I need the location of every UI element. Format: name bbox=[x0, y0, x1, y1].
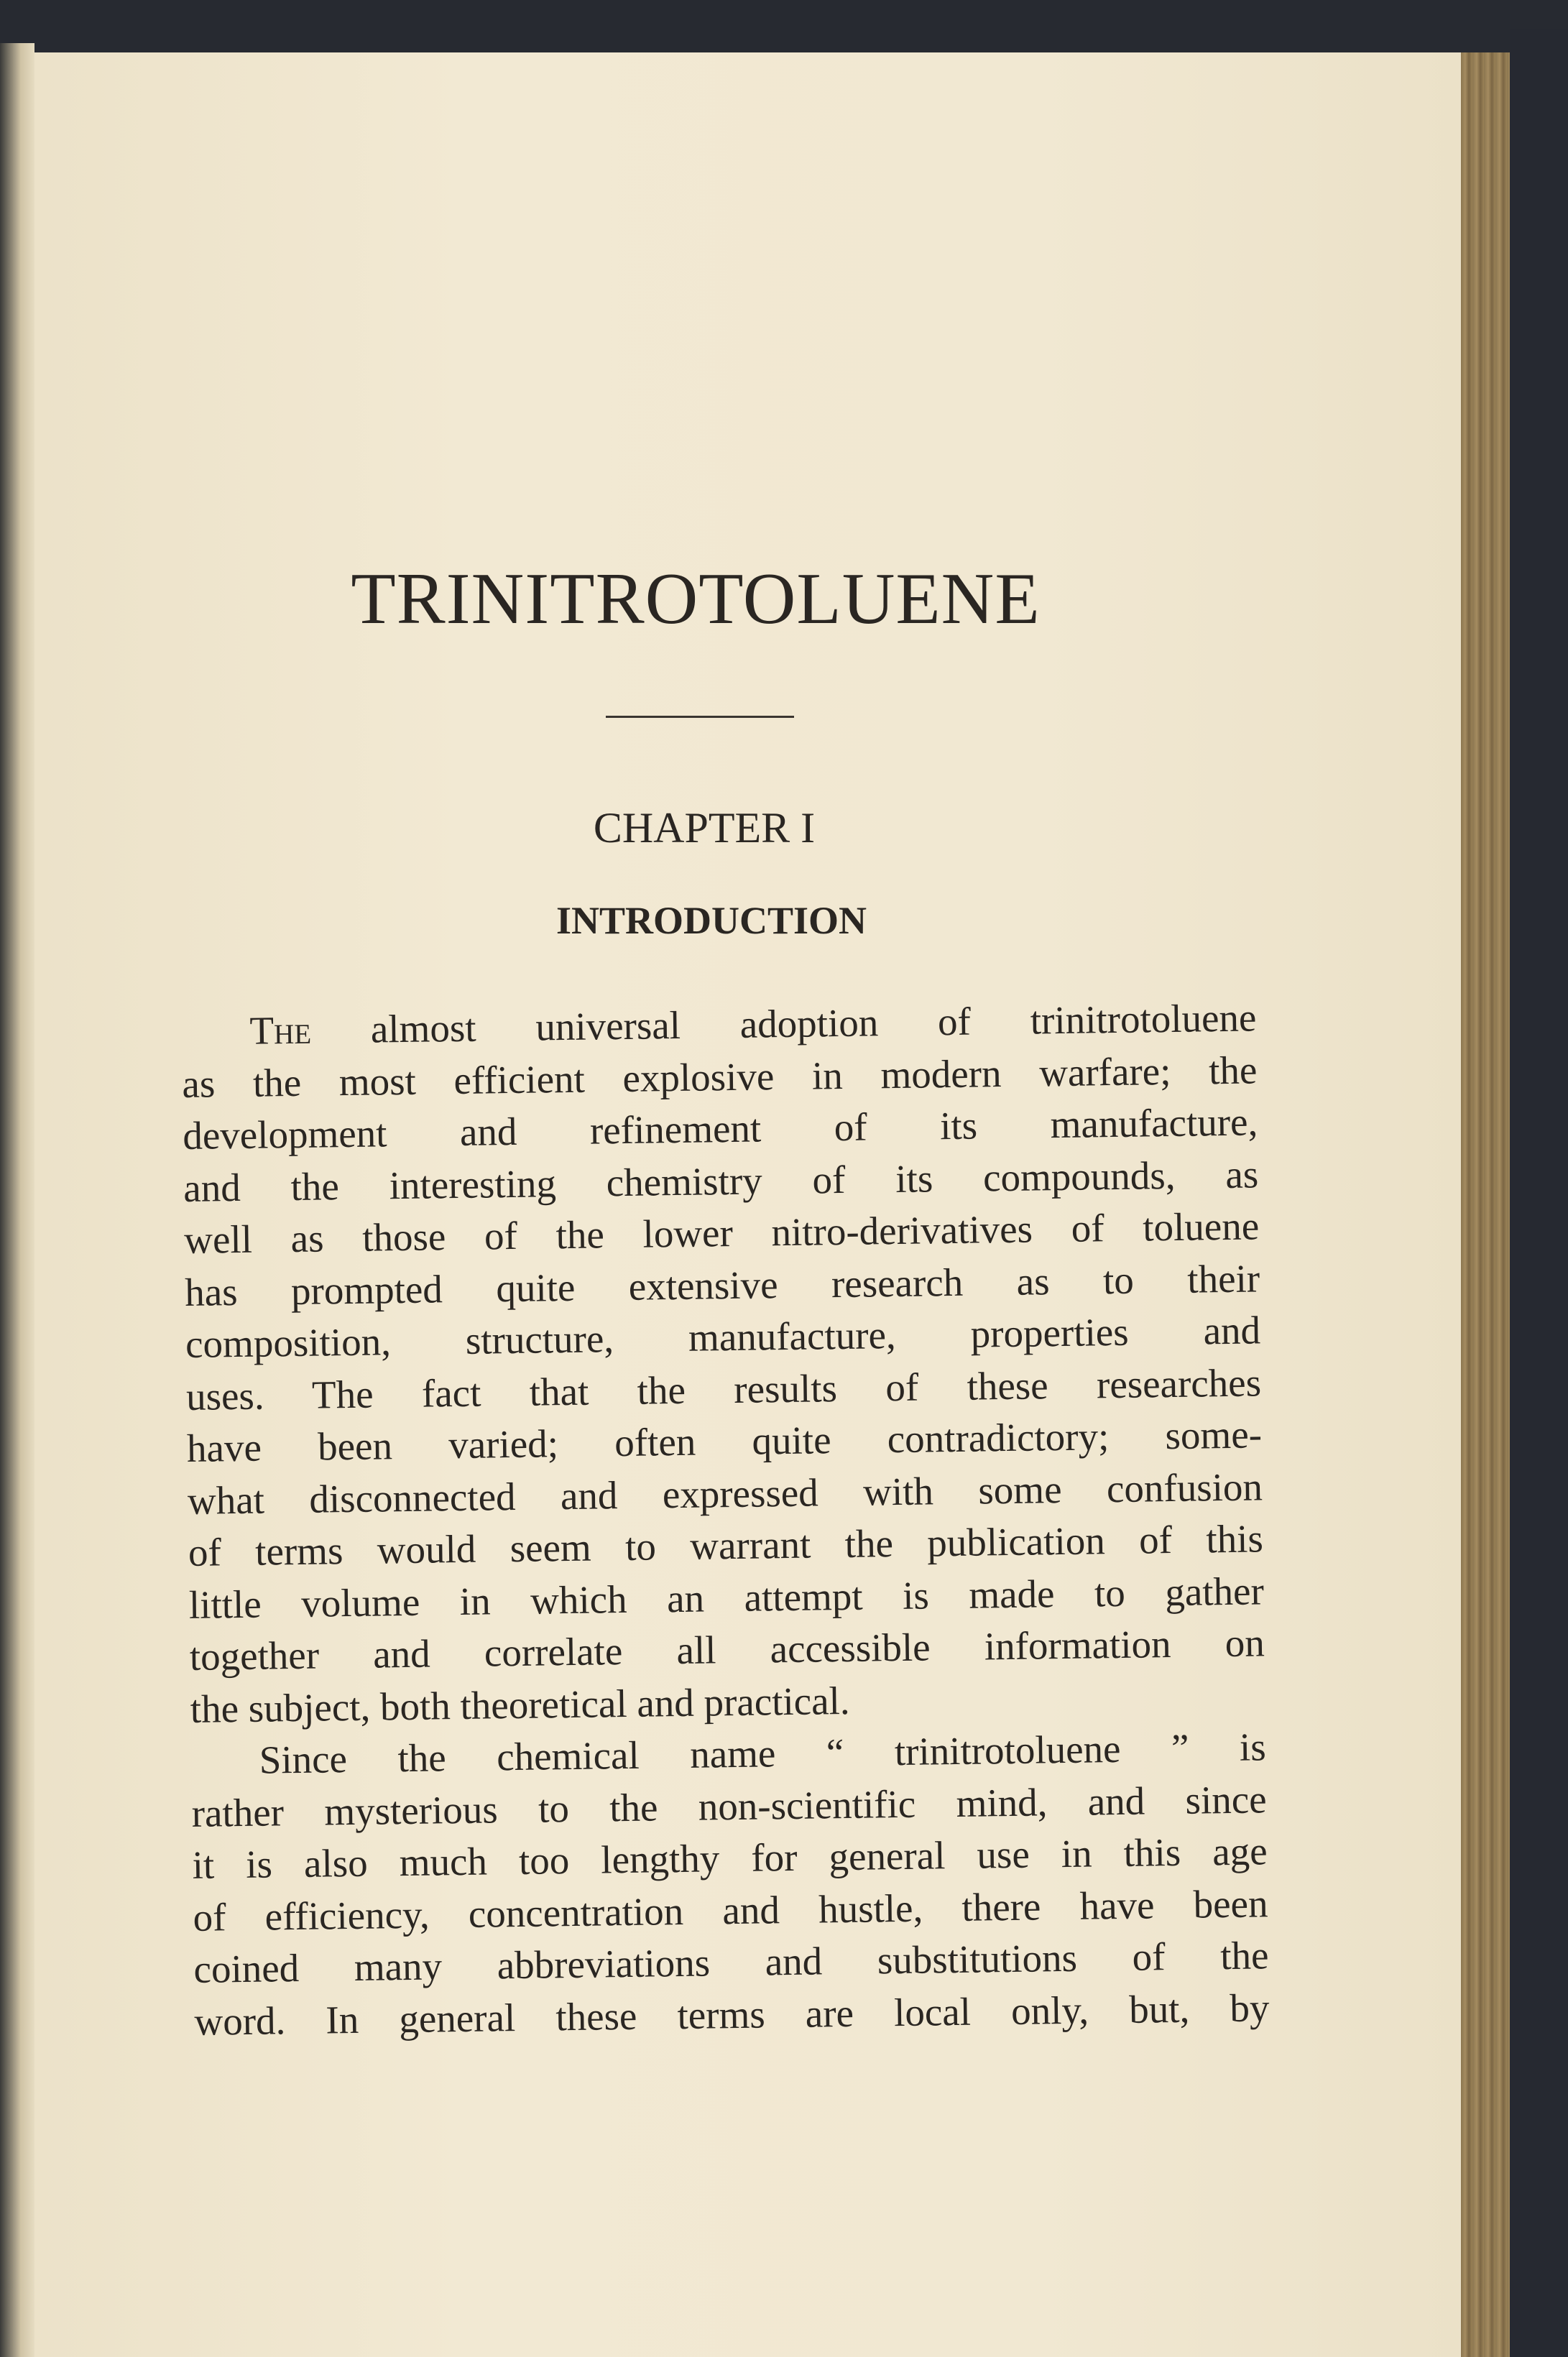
page-edges bbox=[1461, 52, 1510, 2357]
text-line: as the most efficient explosive in modern warfare; the bbox=[182, 1047, 1258, 1106]
text-line: rather mysterious to the non-scientific mind, and since bbox=[191, 1776, 1267, 1835]
book-cover-top bbox=[0, 0, 1568, 54]
text-line: of terms would seem to warrant the publication of this bbox=[188, 1516, 1264, 1574]
text-line: composition, structure, manufacture, properties and bbox=[185, 1308, 1261, 1366]
text-line: what disconnected and expressed with some confusion bbox=[187, 1464, 1263, 1523]
title-rule bbox=[606, 716, 794, 718]
chapter-heading: INTRODUCTION bbox=[555, 899, 867, 942]
chapter-number: CHAPTER I bbox=[593, 804, 816, 852]
text-line: has prompted quite extensive research as to their bbox=[184, 1255, 1260, 1314]
text-line: together and correlate all accessible information on bbox=[189, 1620, 1265, 1679]
text-line: word. In general these terms are local only, but, by bbox=[194, 1985, 1270, 2044]
text-line: coined many abbreviations and substitutions of the bbox=[193, 1933, 1269, 1991]
text-line: development and refinement of its manufacture, bbox=[182, 1099, 1258, 1158]
text-line: well as those of the lower nitro-derivatives of toluene bbox=[183, 1204, 1260, 1262]
book-cover-right bbox=[1510, 29, 1568, 2357]
text-line: uses. The fact that the results of these researches bbox=[185, 1360, 1262, 1419]
text-line: have been varied; often quite contradictory; some- bbox=[186, 1412, 1263, 1470]
text-line: of efficiency, concentration and hustle, there have been bbox=[193, 1881, 1268, 1939]
text-line: and the interesting chemistry of its compounds, as bbox=[183, 1151, 1259, 1210]
body-text bbox=[181, 992, 1270, 2047]
text-line: Since the chemical name “ trinitrotoluene ” is bbox=[259, 1725, 1267, 1782]
text-line: it is also much too lengthy for general use in this age bbox=[192, 1829, 1268, 1887]
text-line: The almost universal adoption of trinitrotoluene bbox=[249, 995, 1257, 1053]
book-title: TRINITROTOLUENE bbox=[351, 558, 1041, 640]
first-word: The bbox=[249, 1007, 312, 1053]
facing-page-edge bbox=[0, 43, 34, 2357]
text-line: the subject, both theoretical and practical. bbox=[190, 1678, 850, 1731]
text-line: little volume in which an attempt is made to gather bbox=[188, 1568, 1265, 1627]
